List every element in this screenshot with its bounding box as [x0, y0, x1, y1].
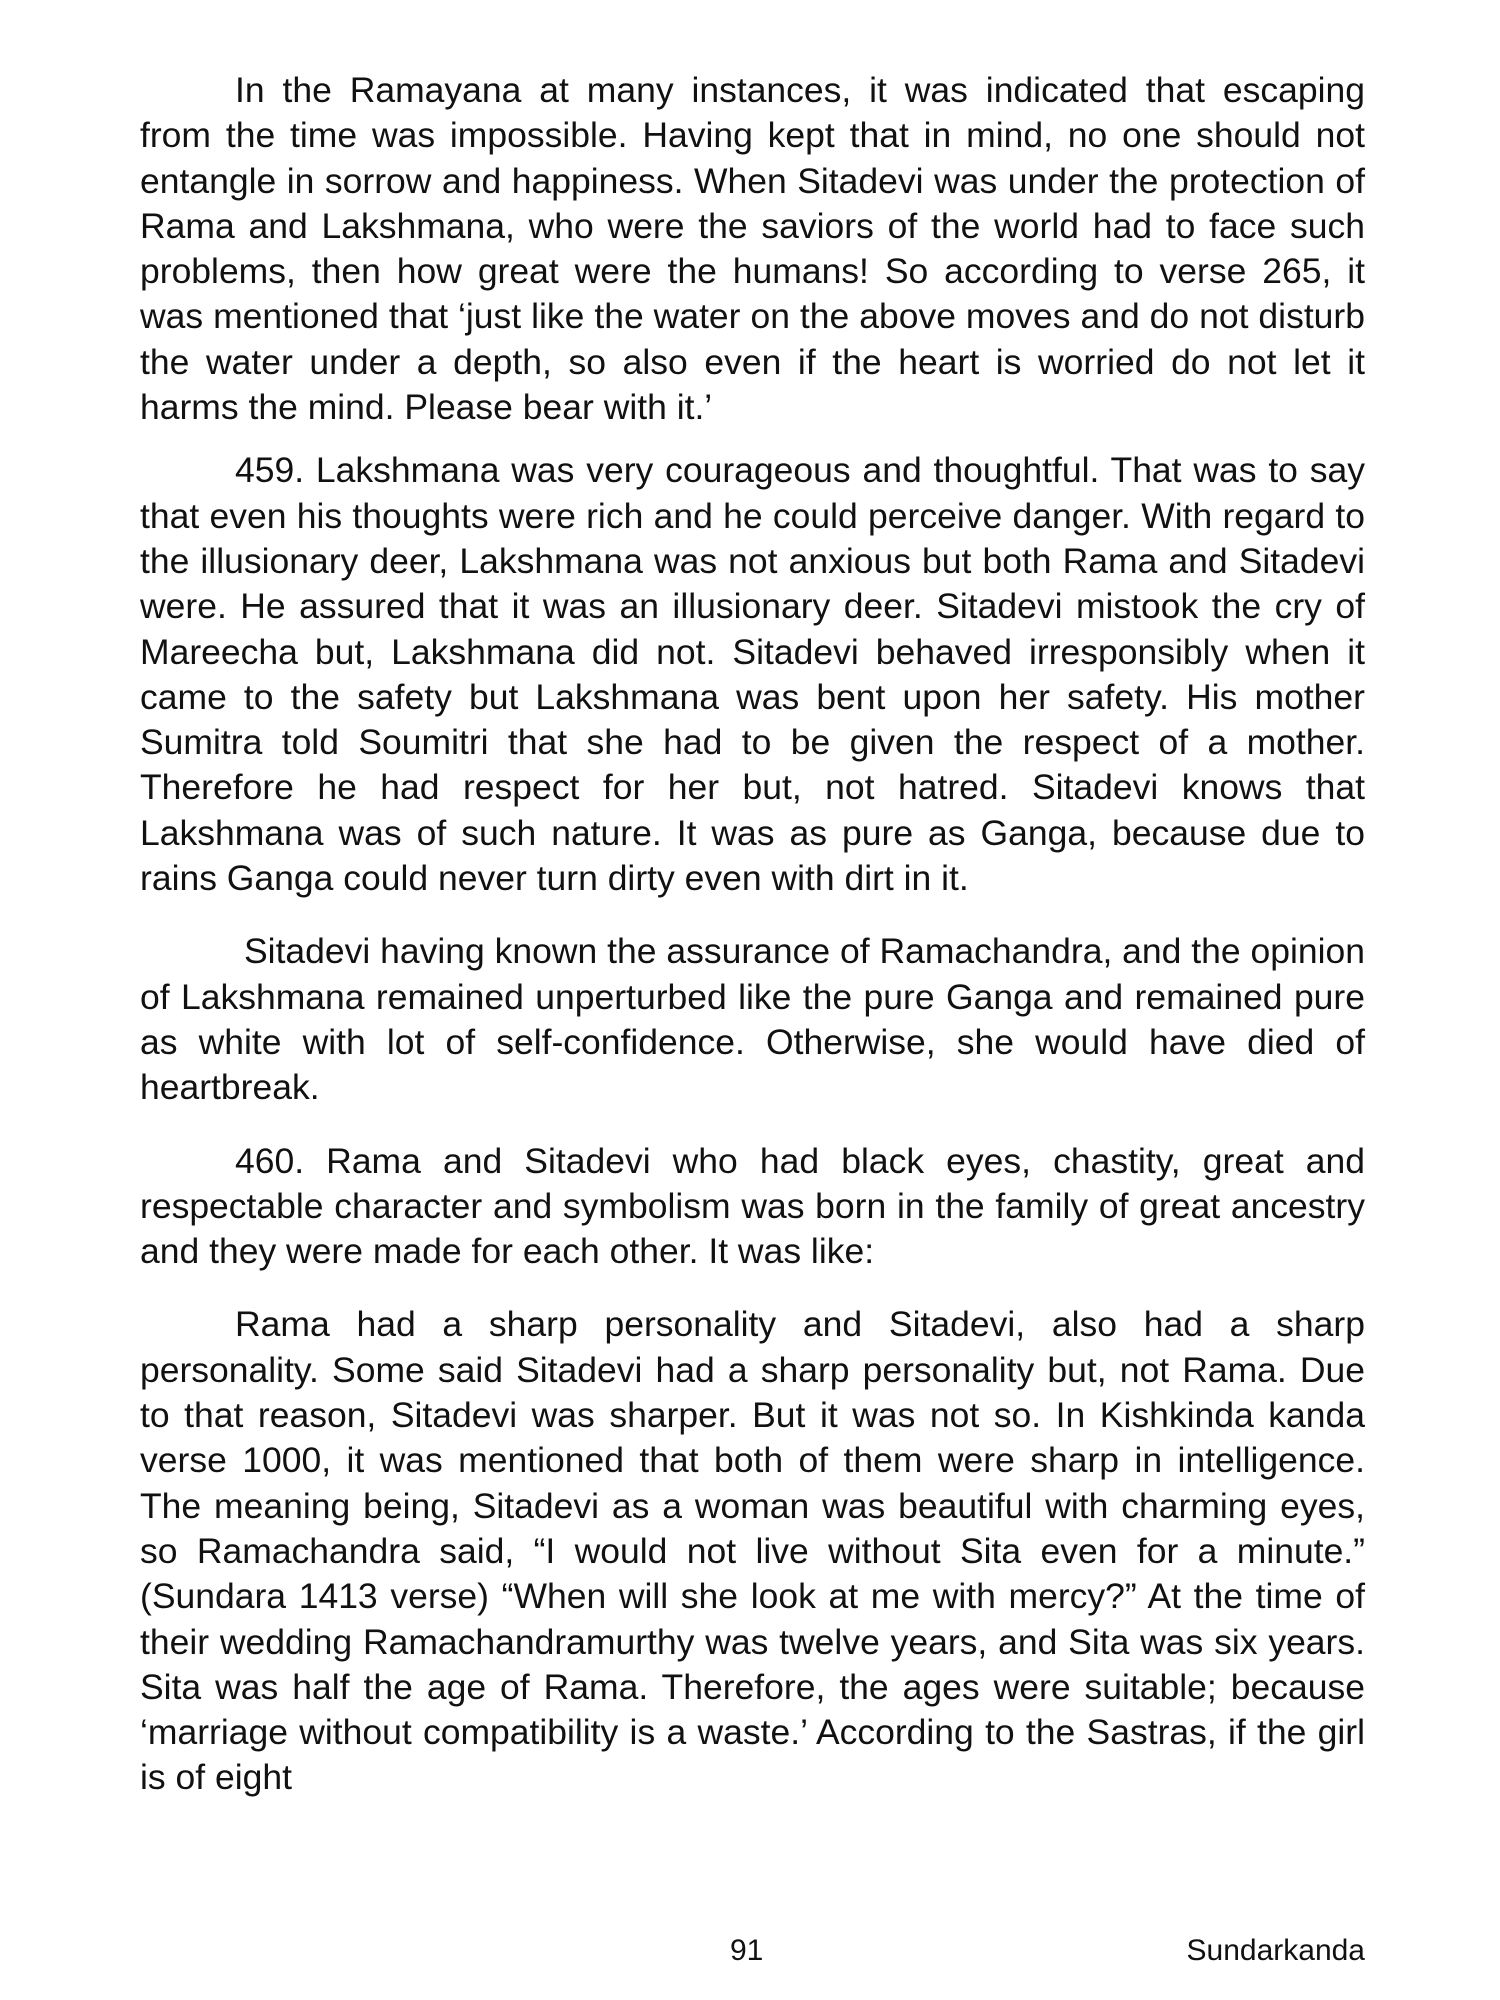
running-title: Sundarkanda: [1186, 1934, 1365, 1967]
paragraph-460: 460. Rama and Sitadevi who had black eyes, chastity, great and respectable character and symbolism was born in the family of great ancestry and they were made for each other. It was like:: [140, 1140, 1365, 1272]
paragraph-sharp-personality: Rama had a sharp personality and Sitadevi, also had a sharp personality. Some said Sitadevi had a sharp personality but, not Rama. Due to that reason, Sitadevi was sharper. But it was not so. In Kishkinda kanda verse 1000, it was mentioned that both of them were sharp in intelligence. The meaning being, Sitadevi as a woman was beautiful with charming eyes, so Ramachandra said, “I would not live without Sita even for a minute.” (Sundara 1413 verse) “When will she look at me with mercy?” At the time of their wedding Ramachandramurthy was twelve years, and Sita was six years. Sita was half the age of Rama. Therefore, the ages were suitable; because ‘marriage without compatibility is a waste.’ According to the Sastras, if the girl is of eight: [140, 1304, 1365, 1798]
page-footer: [140, 1934, 1365, 1978]
page-body: [140, 68, 1365, 1819]
page-number: 91: [730, 1934, 764, 1967]
paragraph-intro: In the Ramayana at many instances, it was indicated that escaping from the time was impossible. Having kept that in mind, no one should not entangle in sorrow and happiness. When Sitadevi was under the protection of Rama and Lakshmana, who were the saviors of the world had to face such problems, then how great were the humans! So according to verse 265, it was mentioned that ‘just like the water on the above moves and do not disturb the water under a depth, so also even if the heart is worried do not let it harms the mind. Please bear with it.’: [140, 70, 1365, 428]
paragraph-459: 459. Lakshmana was very courageous and thoughtful. That was to say that even his thoughts were rich and he could perceive danger. With regard to the illusionary deer, Lakshmana was not anxious but both Rama and Sitadevi were. He assured that it was an illusionary deer. Sitadevi mistook the cry of Mareecha but, Lakshmana did not. Sitadevi behaved irresponsibly when it came to the safety but Lakshmana was bent upon her safety. His mother Sumitra told Soumitri that she had to be given the respect of a mother. Therefore he had respect for her but, not hatred. Sitadevi knows that Lakshmana was of such nature. It was as pure as Ganga, because due to rains Ganga could never turn dirty even with dirt in it.: [140, 450, 1365, 899]
paragraph-sitadevi-assurance: Sitadevi having known the assurance of Ramachandra, and the opinion of Lakshmana remained unperturbed like the pure Ganga and remained pure as white with lot of self-confidence. Otherwise, she would have died of heartbreak.: [140, 931, 1365, 1108]
